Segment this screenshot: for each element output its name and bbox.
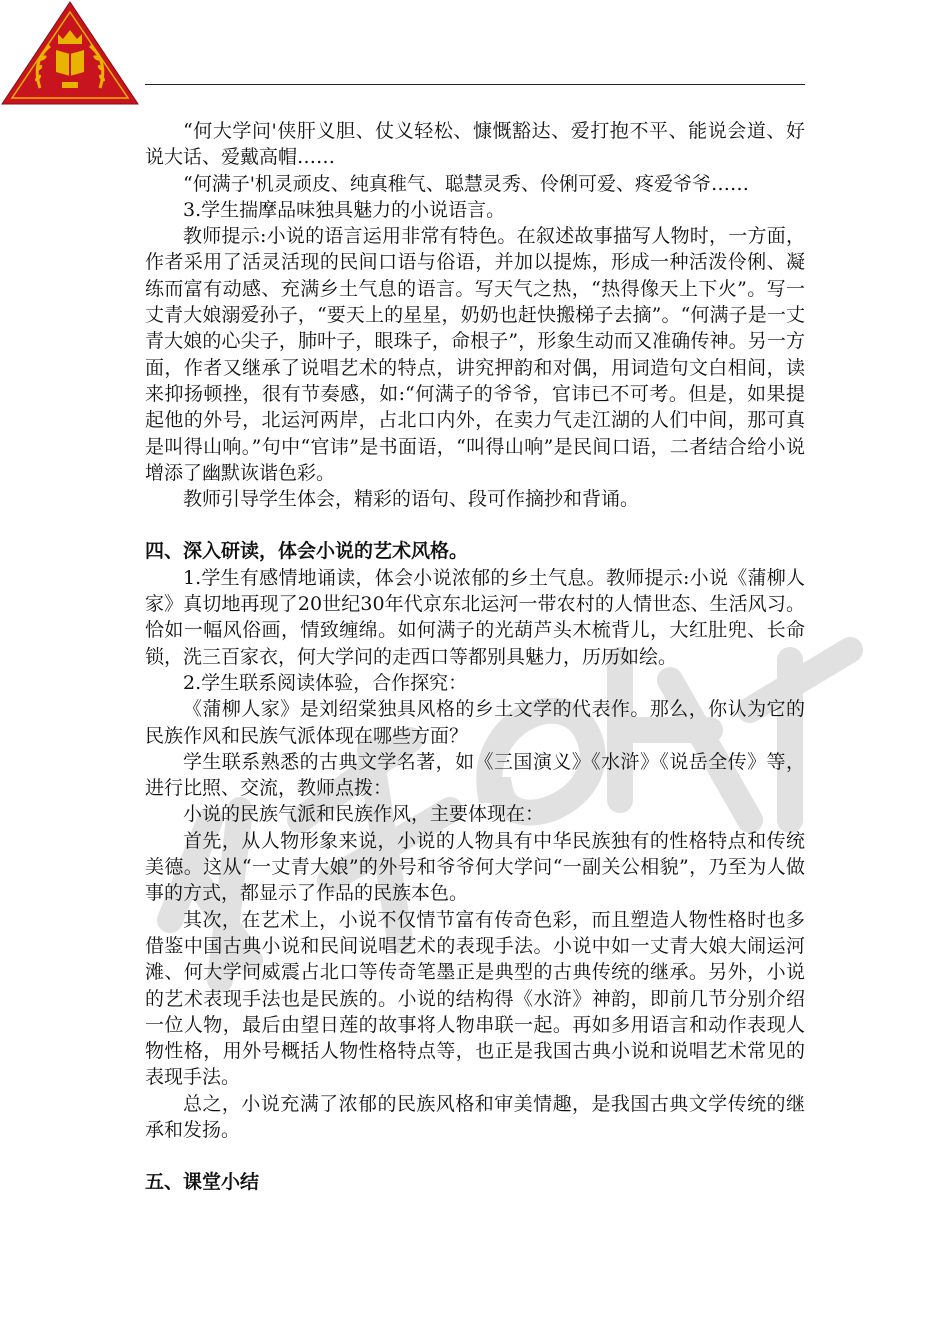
paragraph: 《蒲柳人家》是刘绍棠独具风格的乡土文学的代表作。那么，你认为它的民族作风和民族气派体现在哪些方面？ — [145, 698, 805, 747]
paragraph: 3.学生揣摩品味独具魅力的小说语言。 — [183, 198, 506, 221]
paragraph: 学生联系熟悉的古典文学名著，如《三国演义》《水浒》《说岳全传》等，进行比照、交流，教师点拨： — [145, 750, 805, 800]
section-heading-5: 五、课堂小结 — [145, 1171, 260, 1194]
paragraph: “何大学问'侠肝义胆、仗义轻松、慷慨豁达、爱打抱不平、能说会道、好说大话、爱戴高帽…… — [145, 120, 805, 169]
paragraph: 教师引导学生体会，精彩的语句、段可作摘抄和背诵。 — [183, 488, 640, 511]
header-rule — [145, 84, 805, 85]
paragraph: “何满子'机灵顽皮、纯真稚气、聪慧灵秀、伶俐可爱、疼爱爷爷…… — [183, 172, 749, 195]
section-heading-4: 四、深入研读，体会小说的艺术风格。 — [145, 540, 469, 563]
paragraph: 1.学生有感情地诵读，体会小说浓郁的乡土气息。教师提示:小说《蒲柳人家》真切地再现了20世纪30年代京东北运河一带农村的人情世态、生活风习。恰如一幅风俗画，情致缠绵。如何满子的光葫芦头木梳背儿，大红肚兜、长命锁，洗三百家衣，何大学问的走西口等都别具魅力，历历如绘。 — [145, 566, 805, 668]
paragraph: 其次，在艺术上，小说不仅情节富有传奇色彩，而且塑造人物性格时也多借鉴中国古典小说和民间说唱艺术的表现手法。小说中如一丈青大娘大闹运河滩、何大学问威震占北口等传奇笔墨正是典型的古典传统的继承。另外，小说的艺术表现手法也是民族的。小说的结构得《水浒》神韵，即前几节分别介绍一位人物，最后由望日莲的故事将人物串联一起。再如多用语言和动作表现人物性格，用外号概括人物性格特点等，也正是我国古典小说和说唱艺术常见的表现手法。 — [145, 908, 805, 1089]
paragraph: 总之，小说充满了浓郁的民族风格和审美情趣，是我国古典文学传统的继承和发扬。 — [145, 1092, 805, 1141]
paragraph: 小说的民族气派和民族作风，主要体现在： — [183, 803, 545, 826]
document-body — [145, 118, 805, 1196]
paragraph: 首先，从人物形象来说，小说的人物具有中华民族独有的性格特点和传统美德。这从“一丈青大娘”的外号和爷爷何大学问“一副关公相貌”，乃至为人做事的方式，都显示了作品的民族本色。 — [145, 829, 805, 905]
paragraph: 教师提示:小说的语言运用非常有特色。在叙述故事描写人物时，一方面，作者采用了活灵活现的民间口语与俗语，并加以提炼，形成一种活泼伶俐、凝练而富有动感、充满乡土气息的语言。写天气之热，“热得像天上下火”。写一丈青大娘溺爱孙子，“要天上的星星，奶奶也赶快搬梯子去摘”。“何满子是一丈青大娘的心尖子，肺叶子，眼珠子，命根子”，形象生动而又准确传神。另一方面，作者又继承了说唱艺术的特点，讲究押韵和对偶，用词造句文白相间，读来抑扬顿挫，很有节奏感，如:“何满子的爷爷，官讳已不可考。但是，如果提起他的外号，北运河两岸，占北口内外，在卖力气走江湖的人们中间，那可真是叫得山响。”句中“官讳”是书面语，“叫得山响”是民间口语，二者结合给小说增添了幽默诙谐色彩。 — [145, 225, 805, 484]
paragraph: 2.学生联系阅读体验，合作探究： — [183, 671, 468, 694]
school-crest-logo-icon — [0, 0, 140, 106]
